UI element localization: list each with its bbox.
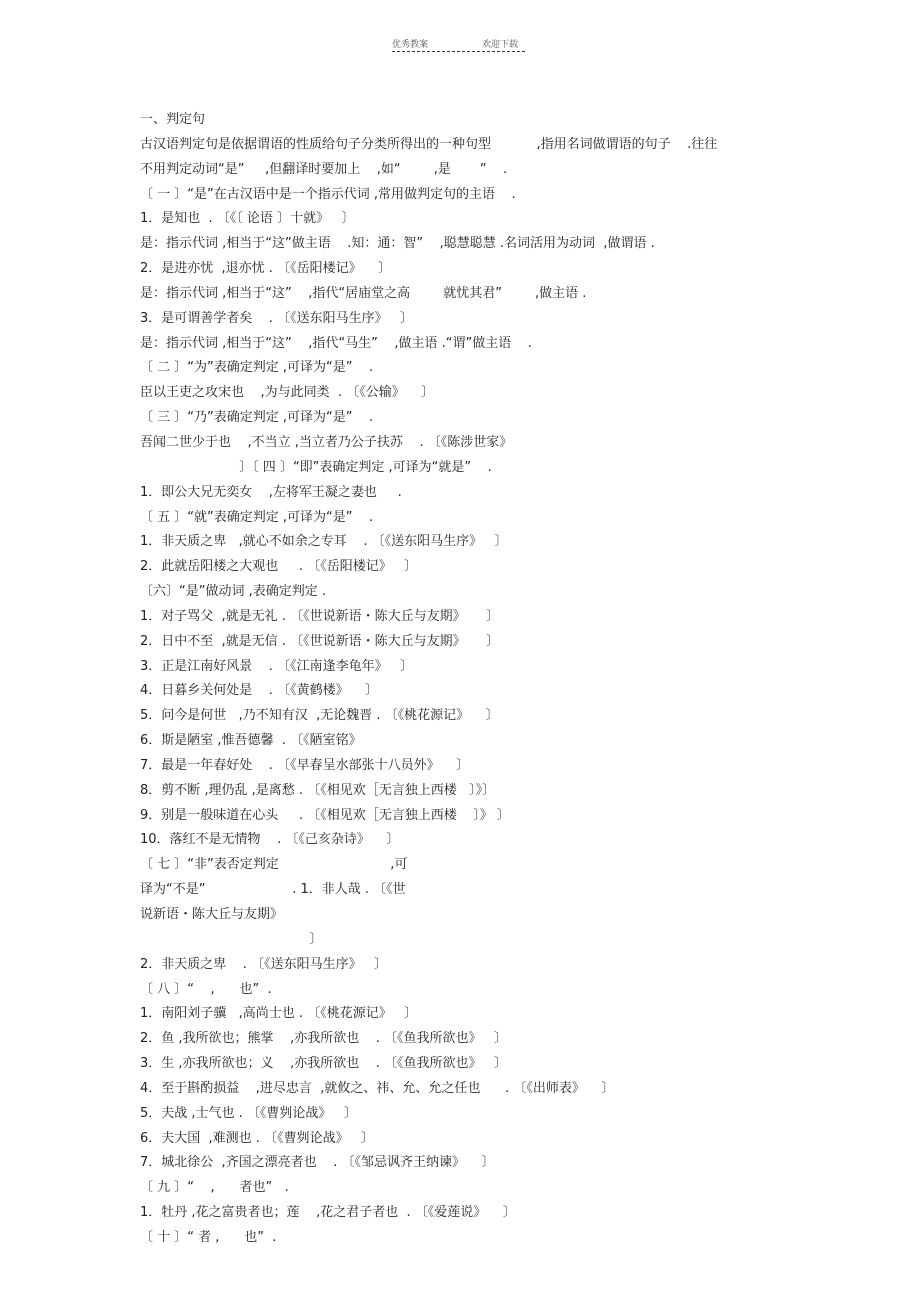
subsection-heading: 〔 一 〕“是”在古汉语中是一个指示代词 ,常用做判定句的主语 . bbox=[140, 186, 516, 202]
section-heading: 一、判定句 bbox=[140, 112, 206, 127]
example-line: 1．南阳刘子骥 ,高尚士也 . 〔《桃花源记》 〕 bbox=[140, 1006, 418, 1022]
example-line: 1．对子骂父 ,就是无礼 . 〔《世说新语・陈大丘与友期》 〕 bbox=[140, 608, 500, 624]
example-line: 2．日中不至 ,就是无信 . 〔《世说新语・陈大丘与友期》 〕 bbox=[140, 633, 500, 649]
example-line: 2．是进亦忧 ,退亦忧 . 〔《岳阳楼记》 〕 bbox=[140, 261, 392, 277]
subsection-heading: 〔 八 〕“ , 也” . bbox=[140, 981, 272, 997]
example-line: 3．是可谓善学者矣 . 〔《送东阳马生序》 〕 bbox=[140, 310, 413, 326]
subsection-heading: 〕〔 四 〕“即”表确定判定 ,可译为“就是” . bbox=[140, 459, 492, 475]
example-line: 1．是知也 . 〔《〔 论语 〕十就》 〕 bbox=[140, 211, 355, 227]
example-line: 3．生 ,亦我所欲也；义 ,亦我所欲也 . 〔《鱼我所欲也》 〕 bbox=[140, 1056, 507, 1072]
explanation-line: 是：指示代词 ,相当于“这” ,指代“居庙堂之高 就忧其君” ,做主语 . bbox=[140, 285, 587, 301]
example-line: 6．夫大国 ,难测也 . 〔《曹刿论战》 〕 bbox=[140, 1130, 374, 1146]
subsection-heading: 〔 七 〕“非”表否定判定 ,可 bbox=[140, 857, 408, 873]
text-line: 〕 bbox=[140, 931, 323, 947]
example-line: 1．牡丹 ,花之富贵者也；莲 ,花之君子者也 . 〔《爱莲说》 〕 bbox=[140, 1205, 516, 1221]
text-line: 不用判定动词“是” ,但翻译时要加上 ,如“ ,是 ” . bbox=[140, 161, 508, 177]
example-line: 10．落红不是无情物 . 〔《己亥杂诗》 〕 bbox=[140, 832, 400, 848]
explanation-line: 是：指示代词 ,相当于“这” ,指代“马生” ,做主语 .“谓”做主语 . bbox=[140, 335, 532, 351]
example-line: 1．即公大兄无奕女 ,左将军王凝之妻也 . bbox=[140, 484, 402, 500]
subsection-heading: 〔 五 〕“就”表确定判定 ,可译为“是” . bbox=[140, 509, 374, 525]
page-header bbox=[392, 37, 519, 50]
subsection-heading: 〔 十 〕“ 者 , 也” . bbox=[140, 1229, 277, 1245]
subsection-heading: 〔 二 〕“为”表确定判定 ,可译为“是” . bbox=[140, 360, 374, 376]
example-line: 5．问今是何世 ,乃不知有汉 ,无论魏晋 . 〔《桃花源记》 〕 bbox=[140, 708, 499, 724]
example-line: 2．非天质之卑 . 〔《送东阳马生序》 〕 bbox=[140, 956, 387, 972]
example-line: 3．正是江南好风景 . 〔《江南逢李龟年》 〕 bbox=[140, 658, 413, 674]
header-divider bbox=[392, 51, 525, 52]
text-line: 古汉语判定句是依据谓语的性质给句子分类所得出的一种句型 ,指用名词做谓语的句子 .往往 bbox=[140, 136, 718, 152]
example-line: 1．非天质之卑 ,就心不如余之专耳 . 〔《送东阳马生序》 〕 bbox=[140, 534, 508, 550]
example-line: 臣以王吏之攻宋也 ,为与此同类 . 〔《公输》 〕 bbox=[140, 385, 435, 401]
subsection-heading: 〔 九 〕“ , 者也” . bbox=[140, 1180, 289, 1196]
subsection-heading: 〔 三 〕“乃”表确定判定 ,可译为“是” . bbox=[140, 410, 374, 426]
example-line: 6．斯是陋室 ,惟吾德馨 . 〔《陋室铭》 bbox=[140, 733, 362, 749]
text-line: 说新语・陈大丘与友期》 bbox=[140, 907, 284, 922]
example-line: 吾闻二世少于也 ,不当立 ,当立者乃公子扶苏 . 〔《陈涉世家》 bbox=[140, 434, 513, 450]
example-line: 7．最是一年春好处 . 〔《早春呈水部张十八员外》 〕 bbox=[140, 757, 470, 773]
explanation-line: 是：指示代词 ,相当于“这”做主语 .知：通：智” ,聪慧聪慧 .名词活用为动词 ,做谓语 . bbox=[140, 236, 655, 252]
example-line: 2．鱼 ,我所欲也；熊掌 ,亦我所欲也 . 〔《鱼我所欲也》 〕 bbox=[140, 1031, 507, 1047]
example-line: 8．剪不断 ,理仍乱 ,是离愁 . 〔《相见欢［无言独上西楼 〕》〕 bbox=[140, 782, 496, 798]
example-line: 5．夫战 ,士气也 . 〔《曹刿论战》 〕 bbox=[140, 1105, 357, 1121]
header-left-text: 优秀教案 bbox=[392, 40, 429, 50]
document-body bbox=[140, 108, 790, 1251]
example-line: 9．别是一般味道在心头 . 〔《相见欢［无言独上西楼 〕》 〕 bbox=[140, 807, 510, 823]
header-right-text: 欢迎下载 bbox=[482, 40, 519, 50]
example-line: 2．此就岳阳楼之大观也 . 〔《岳阳楼记》 〕 bbox=[140, 559, 418, 575]
text-line: 译为“不是” . 1．非人哉 . 〔《世 bbox=[140, 882, 406, 898]
example-line: 4．至于斟酌损益 ,进尽忠言 ,就攸之、祎、允、允之任也 . 〔《出师表》 〕 bbox=[140, 1080, 615, 1096]
subsection-heading: 〔六〕“是”做动词 ,表确定判定 . bbox=[140, 584, 326, 600]
example-line: 7．城北徐公 ,齐国之漂亮者也 . 〔《邹忌讽齐王纳谏》 〕 bbox=[140, 1155, 495, 1171]
example-line: 4．日暮乡关何处是 . 〔《黄鹤楼》 〕 bbox=[140, 683, 379, 699]
